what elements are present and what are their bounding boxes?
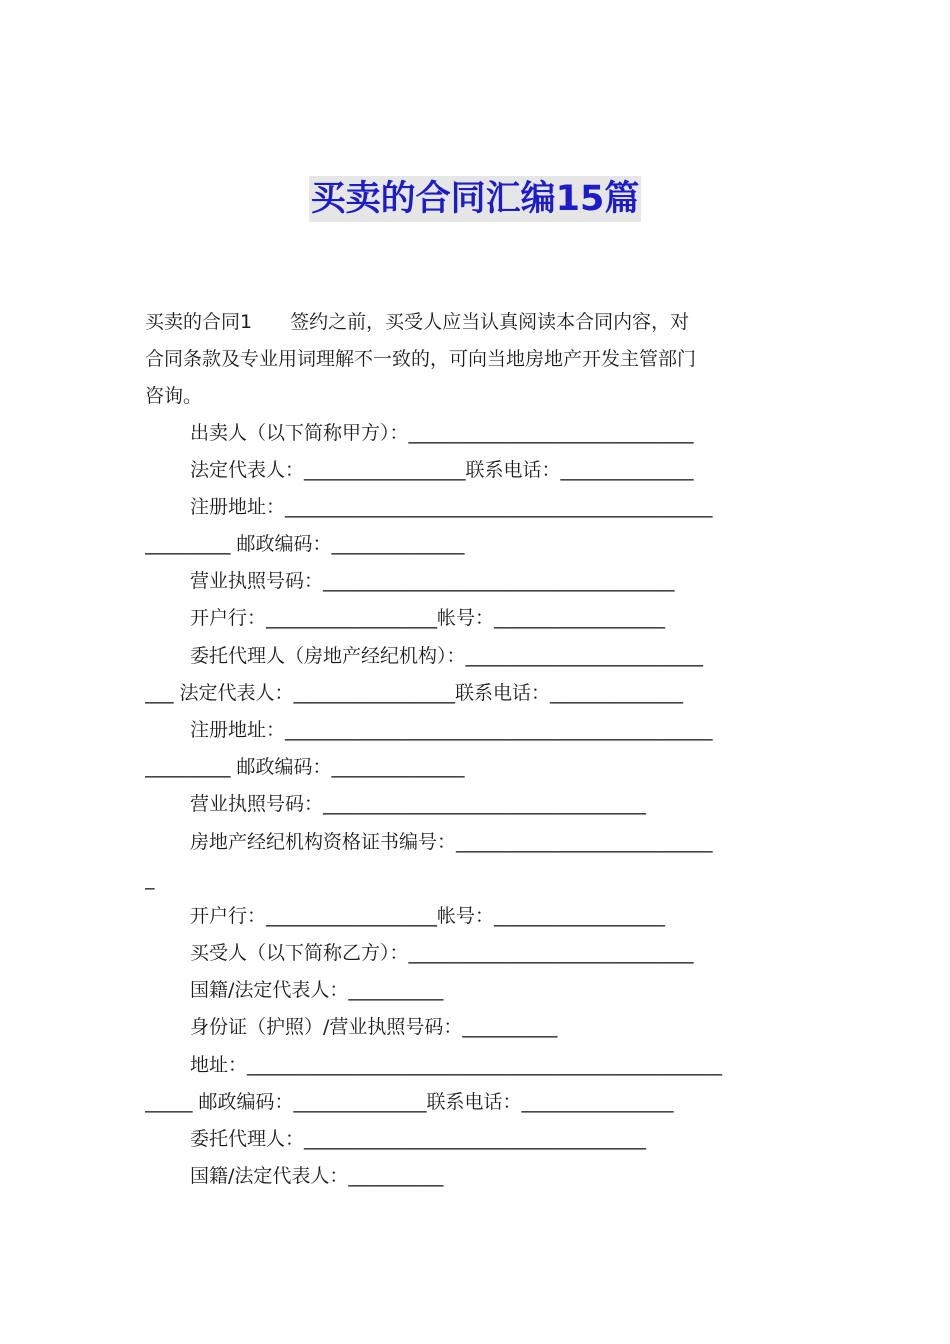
- paragraph-line: 合同条款及专业用词理解不一致的，可向当地房地产开发主管部门: [145, 348, 697, 370]
- form-line: 营业执照号码：__________________________________: [190, 793, 647, 815]
- form-line: _: [145, 868, 155, 890]
- document-title: 买卖的合同汇编15篇: [309, 176, 642, 222]
- form-line: _________ 邮政编码：______________: [145, 756, 465, 778]
- form-line: _____ 邮政编码：______________联系电话：________________: [145, 1091, 674, 1113]
- form-line: 国籍/法定代表人：__________: [190, 979, 444, 1001]
- form-line: 法定代表人：_________________联系电话：______________: [190, 459, 694, 481]
- form-line: 注册地址：_____________________________________________: [190, 496, 713, 518]
- form-line: ___ 法定代表人：_________________联系电话：______________: [145, 682, 684, 704]
- paragraph-line: 咨询。: [145, 385, 203, 407]
- form-line: _________ 邮政编码：______________: [145, 533, 465, 555]
- document-title-wrap: [0, 176, 950, 222]
- form-line: 房地产经纪机构资格证书编号：___________________________: [190, 831, 713, 853]
- form-line: 营业执照号码：_____________________________________: [190, 570, 675, 592]
- paragraph-line: 买卖的合同1 签约之前，买受人应当认真阅读本合同内容，对: [145, 311, 690, 333]
- form-line: 开户行：__________________帐号：__________________: [190, 905, 666, 927]
- form-line: 委托代理人：____________________________________: [190, 1128, 647, 1150]
- form-line-agent: 委托代理人（房地产经纪机构）：_________________________: [190, 645, 704, 667]
- form-line-seller: 出卖人（以下简称甲方）：______________________________: [190, 422, 694, 444]
- form-line: 开户行：__________________帐号：__________________: [190, 607, 666, 629]
- form-line: 注册地址：_____________________________________________: [190, 719, 713, 741]
- form-line: 地址：__________________________________________________: [190, 1054, 723, 1076]
- form-line: 身份证（护照）/营业执照号码：__________: [190, 1016, 558, 1038]
- form-line: 国籍/法定代表人：__________: [190, 1165, 444, 1187]
- form-line-buyer: 买受人（以下简称乙方）：______________________________: [190, 942, 694, 964]
